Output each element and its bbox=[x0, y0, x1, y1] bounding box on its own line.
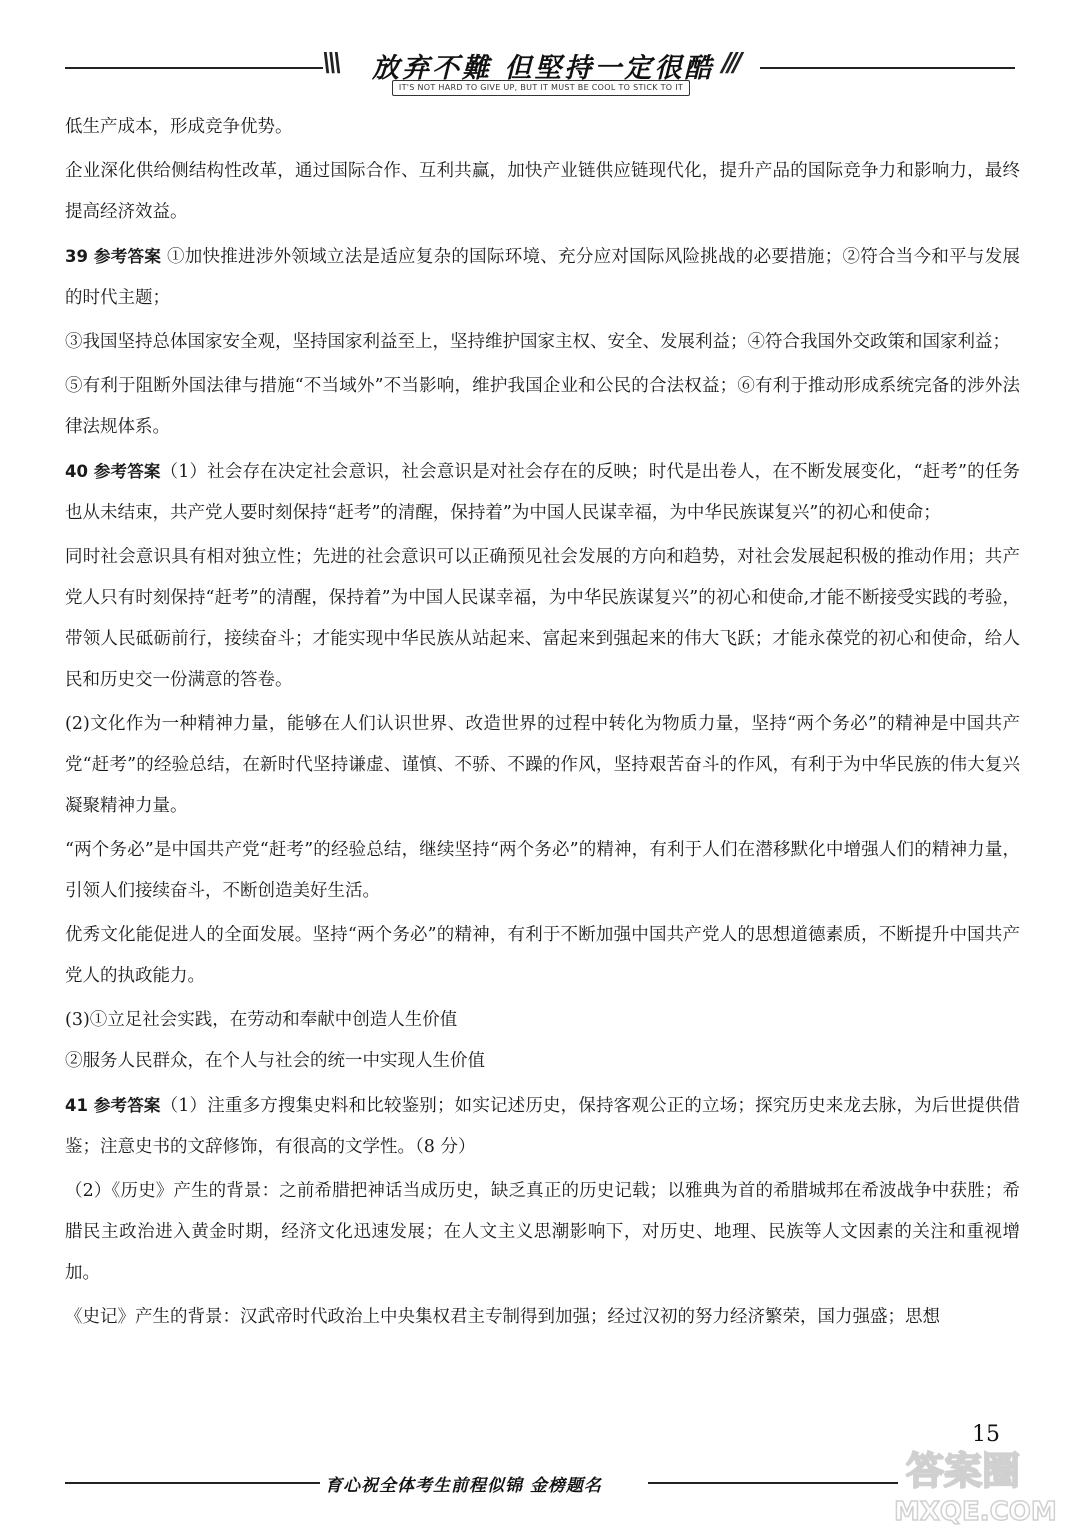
answer-text: （1）社会存在决定社会意识，社会意识是对社会存在的反映；时代是出卷人，在不断发展变化，“赶考”的任务也从未结束，共产党人要时刻保持“赶考”的清醒，保持着”为中国人民谋幸福，为中华民族谋复兴”的初心和使命； bbox=[65, 462, 1020, 523]
paragraph: （2）《历史》产生的背景：之前希腊把神话当成历史，缺乏真正的历史记载；以雅典为首的希腊城邦在希波战争中获胜；希腊民主政治进入黄金时期，经济文化迅速发展；在人文主义思潮影响下，对历史、地理、民族等人文因素的关注和重视增加。 bbox=[65, 1181, 1020, 1283]
page-header bbox=[0, 40, 1080, 100]
header-rule-right bbox=[760, 67, 1015, 69]
paragraph: ②服务人民群众，在个人与社会的统一中实现人生价值 bbox=[65, 1051, 485, 1071]
paragraph: 《史记》产生的背景：汉武帝时代政治上中央集权君主专制得到加强；经过汉初的努力经济繁荣，国力强盛；思想 bbox=[65, 1307, 940, 1327]
watermark-site: MXQE.COM bbox=[894, 1497, 1057, 1526]
page-number: 15 bbox=[972, 1422, 1000, 1447]
paragraph: ⑤有利于阻断外国法律与措施“不当域外”不当影响，维护我国企业和公民的合法权益；⑥有利于推动形成系统完备的涉外法律法规体系。 bbox=[65, 376, 1020, 437]
paragraph: 同时社会意识具有相对独立性；先进的社会意识可以正确预见社会发展的方向和趋势，对社会发展起积极的推动作用；共产党人只有时刻保持“赶考”的清醒，保持着”为中国人民谋幸福，为中华民族谋复兴”的初心和使命,才能不断接受实践的考验，带领人民砥砺前行，接续奋斗；才能实现中华民族从站起来、富起来到强起来的伟大飞跃；才能永葆党的初心和使命，给人民和历史交一份满意的答卷。 bbox=[65, 547, 1020, 690]
header-rule-left bbox=[65, 67, 323, 69]
question-40-answer bbox=[65, 451, 1020, 534]
paragraph: 企业深化供给侧结构性改革，通过国际合作、互利共赢，加快产业链供应链现代化，提升产品的国际竞争力和影响力，最终提高经济效益。 bbox=[65, 161, 1020, 222]
question-label: 41 参考答案 bbox=[65, 1096, 161, 1115]
answer-text: （1）注重多方搜集史料和比较鉴别；如实记述历史，保持客观公正的立场；探究历史来龙去脉，为后世提供借鉴；注意史书的文辞修饰，有很高的文学性。（8 分） bbox=[65, 1096, 1020, 1157]
question-label: 39 参考答案 bbox=[65, 247, 162, 266]
header-motto: 放弃不難 但堅持一定很酷 bbox=[372, 53, 715, 84]
answer-content bbox=[65, 107, 1020, 1341]
header-motto-english: IT'S NOT HARD TO GIVE UP, BUT IT MUST BE COOL TO STICK TO IT bbox=[392, 80, 690, 96]
header-slashes-left: \\\ bbox=[322, 48, 339, 78]
paragraph: ③我国坚持总体国家安全观，坚持国家利益至上，坚持维护国家主权、安全、发展利益；④符合我国外交政策和国家利益； bbox=[65, 332, 1010, 352]
paragraph: 优秀文化能促进人的全面发展。坚持“两个务必”的精神，有利于不断加强中国共产党人的思想道德素质，不断提升中国共产党人的执政能力。 bbox=[65, 925, 1020, 986]
paragraph: 低生产成本，形成竞争优势。 bbox=[65, 117, 293, 137]
paragraph: “两个务必”是中国共产党“赶考”的经验总结，继续坚持“两个务必”的精神，有利于人们在潜移默化中增强人们的精神力量，引领人们接续奋斗，不断创造美好生活。 bbox=[65, 840, 1020, 901]
header-slashes-right: /// bbox=[722, 48, 739, 78]
paragraph: (3)①立足社会实践，在劳动和奉献中创造人生价值 bbox=[65, 1010, 458, 1030]
question-label: 40 参考答案 bbox=[65, 462, 161, 481]
answer-text: ①加快推进涉外领域立法是适应复杂的国际环境、充分应对国际风险挑战的必要措施；②符合当今和平与发展的时代主题； bbox=[65, 247, 1020, 308]
question-41-answer bbox=[65, 1085, 1020, 1168]
paragraph: (2)文化作为一种精神力量，能够在人们认识世界、改造世界的过程中转化为物质力量，坚持“两个务必”的精神是中国共产党“赶考”的经验总结，在新时代坚持谦虚、谨慎、不骄、不躁的作风，坚持艰苦奋斗的作风，有利于为中华民族的伟大复兴凝聚精神力量。 bbox=[65, 714, 1020, 816]
watermark-logo bbox=[858, 1440, 1068, 1526]
footer-motto: 育心祝全体考生前程似锦 金榜题名 bbox=[325, 1476, 602, 1496]
footer-rule-left bbox=[65, 1482, 320, 1484]
watermark-text: 答案圈 bbox=[906, 1449, 1021, 1493]
question-39-answer bbox=[65, 236, 1020, 319]
